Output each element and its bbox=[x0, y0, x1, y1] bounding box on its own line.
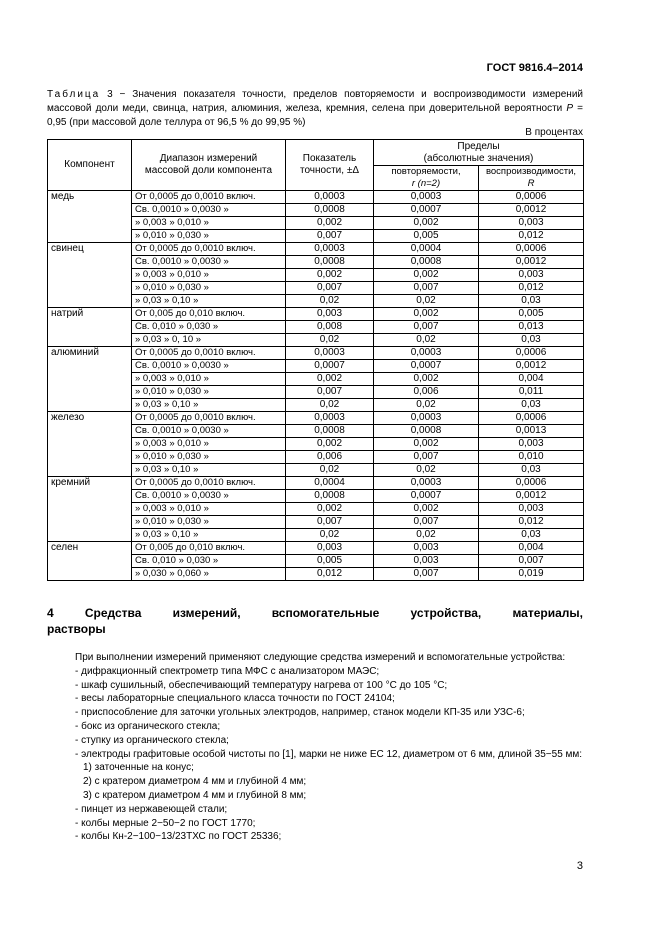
repeatability-cell: 0,0008 bbox=[374, 425, 479, 438]
list-item: - колбы Кн-2−100−13/23ТХС по ГОСТ 25336; bbox=[75, 831, 282, 843]
component-cell: натрий bbox=[48, 308, 132, 347]
reproducibility-cell: 0,012 bbox=[479, 282, 584, 295]
accuracy-cell: 0,0008 bbox=[286, 256, 374, 269]
accuracy-cell: 0,0003 bbox=[286, 347, 374, 360]
list-item: - шкаф сушильный, обеспечивающий температуру нагрева от 100 °С до 105 °С; bbox=[75, 679, 448, 691]
repeatability-cell: 0,007 bbox=[374, 516, 479, 529]
repeatability-cell: 0,003 bbox=[374, 555, 479, 568]
range-cell: » 0,03 » 0,10 » bbox=[132, 464, 286, 477]
reproducibility-cell: 0,0012 bbox=[479, 360, 584, 373]
list-item: - бокс из органического стекла; bbox=[75, 720, 221, 732]
repeatability-cell: 0,002 bbox=[374, 308, 479, 321]
repeatability-cell: 0,02 bbox=[374, 295, 479, 308]
range-cell: » 0,003 » 0,010 » bbox=[132, 438, 286, 451]
reproducibility-cell: 0,019 bbox=[479, 568, 584, 581]
header-component: Компонент bbox=[48, 140, 132, 191]
section-title-word: материалы, bbox=[512, 606, 583, 620]
reproducibility-cell: 0,0006 bbox=[479, 191, 584, 204]
reproducibility-cell: 0,0006 bbox=[479, 412, 584, 425]
accuracy-cell: 0,0003 bbox=[286, 191, 374, 204]
range-cell: » 0,010 » 0,030 » bbox=[132, 230, 286, 243]
reproducibility-cell: 0,004 bbox=[479, 542, 584, 555]
accuracy-cell: 0,02 bbox=[286, 529, 374, 542]
section-title-word: Средства bbox=[84, 606, 142, 620]
range-cell: От 0,0005 до 0,0010 включ. bbox=[132, 243, 286, 256]
header-repeatability-line2: r (n=2) bbox=[411, 178, 441, 189]
range-cell: От 0,005 до 0,010 включ. bbox=[132, 308, 286, 321]
accuracy-cell: 0,0004 bbox=[286, 477, 374, 490]
table-row bbox=[48, 542, 584, 555]
range-cell: » 0,010 » 0,030 » bbox=[132, 451, 286, 464]
table-row bbox=[48, 191, 584, 204]
range-cell: » 0,010 » 0,030 » bbox=[132, 282, 286, 295]
reproducibility-cell: 0,0006 bbox=[479, 243, 584, 256]
repeatability-cell: 0,007 bbox=[374, 568, 479, 581]
header-accuracy bbox=[286, 140, 374, 191]
range-cell: Св. 0,0010 » 0,0030 » bbox=[132, 425, 286, 438]
accuracy-cell: 0,012 bbox=[286, 568, 374, 581]
accuracy-cell: 0,005 bbox=[286, 555, 374, 568]
accuracy-cell: 0,0007 bbox=[286, 360, 374, 373]
repeatability-cell: 0,02 bbox=[374, 529, 479, 542]
repeatability-cell: 0,002 bbox=[374, 503, 479, 516]
accuracy-cell: 0,0003 bbox=[286, 243, 374, 256]
range-cell: » 0,003 » 0,010 » bbox=[132, 217, 286, 230]
reproducibility-cell: 0,003 bbox=[479, 269, 584, 282]
header-limits-line2: (абсолютные значения) bbox=[423, 152, 534, 164]
reproducibility-cell: 0,010 bbox=[479, 451, 584, 464]
repeatability-cell: 0,0003 bbox=[374, 412, 479, 425]
header-repeatability-line1: повторяемости, bbox=[391, 166, 461, 177]
component-cell: кремний bbox=[48, 477, 132, 542]
accuracy-cell: 0,02 bbox=[286, 464, 374, 477]
repeatability-cell: 0,002 bbox=[374, 373, 479, 386]
range-cell: » 0,010 » 0,030 » bbox=[132, 516, 286, 529]
repeatability-cell: 0,0004 bbox=[374, 243, 479, 256]
range-cell: Св. 0,0010 » 0,0030 » bbox=[132, 204, 286, 217]
page-number: 3 bbox=[576, 860, 583, 872]
intro-paragraph: При выполнении измерений применяют следующие средства измерений и вспомогательные устройства: bbox=[75, 652, 566, 663]
table-row bbox=[48, 347, 584, 360]
table-row bbox=[48, 243, 584, 256]
repeatability-cell: 0,0007 bbox=[374, 360, 479, 373]
data-table bbox=[47, 139, 584, 581]
header-accuracy-line1: Показатель bbox=[302, 153, 357, 164]
table-caption bbox=[47, 88, 583, 130]
section-title-word: устройства, bbox=[410, 606, 482, 620]
range-cell: Св. 0,0010 » 0,0030 » bbox=[132, 490, 286, 503]
list-item: - дифракционный спектрометр типа МФС с анализатором МАЭС; bbox=[75, 665, 380, 677]
table-row bbox=[48, 477, 584, 490]
range-cell: » 0,03 » 0, 10 » bbox=[132, 334, 286, 347]
repeatability-cell: 0,0003 bbox=[374, 347, 479, 360]
header-accuracy-line2: точности, ±Δ bbox=[300, 165, 359, 176]
header-reproducibility bbox=[479, 166, 584, 191]
component-cell: железо bbox=[48, 412, 132, 477]
accuracy-cell: 0,002 bbox=[286, 217, 374, 230]
header-reproducibility-line1: воспроизводимости, bbox=[485, 166, 577, 177]
unit-note: В процентах bbox=[525, 127, 583, 138]
range-cell: » 0,03 » 0,10 » bbox=[132, 529, 286, 542]
range-cell: От 0,0005 до 0,0010 включ. bbox=[132, 191, 286, 204]
reproducibility-cell: 0,03 bbox=[479, 529, 584, 542]
caption-p-var: P bbox=[566, 103, 574, 114]
repeatability-cell: 0,007 bbox=[374, 282, 479, 295]
repeatability-cell: 0,0003 bbox=[374, 191, 479, 204]
reproducibility-cell: 0,03 bbox=[479, 464, 584, 477]
range-cell: От 0,0005 до 0,0010 включ. bbox=[132, 412, 286, 425]
repeatability-cell: 0,003 bbox=[374, 542, 479, 555]
header-limits-line1: Пределы bbox=[457, 140, 500, 152]
range-cell: » 0,010 » 0,030 » bbox=[132, 386, 286, 399]
range-cell: » 0,030 » 0,060 » bbox=[132, 568, 286, 581]
reproducibility-cell: 0,0012 bbox=[479, 204, 584, 217]
accuracy-cell: 0,003 bbox=[286, 308, 374, 321]
component-cell: селен bbox=[48, 542, 132, 581]
caption-text-after: = 0,95 (при массовой доле теллура от 96,5 % до 99,95 %) bbox=[47, 103, 583, 128]
list-item: - весы лабораторные специального класса точности по ГОСТ 24104; bbox=[75, 693, 395, 705]
accuracy-cell: 0,002 bbox=[286, 503, 374, 516]
sub-item: 2) с кратером диаметром 4 мм и глубиной 4 мм; bbox=[83, 776, 307, 788]
repeatability-cell: 0,005 bbox=[374, 230, 479, 243]
accuracy-cell: 0,0008 bbox=[286, 490, 374, 503]
repeatability-cell: 0,02 bbox=[374, 334, 479, 347]
list-item: - ступку из органического стекла; bbox=[75, 734, 229, 746]
reproducibility-cell: 0,03 bbox=[479, 334, 584, 347]
repeatability-cell: 0,02 bbox=[374, 399, 479, 412]
range-cell: От 0,0005 до 0,0010 включ. bbox=[132, 477, 286, 490]
range-cell: » 0,003 » 0,010 » bbox=[132, 373, 286, 386]
reproducibility-cell: 0,005 bbox=[479, 308, 584, 321]
range-cell: Св. 0,0010 » 0,0030 » bbox=[132, 256, 286, 269]
electrodes-item: - электроды графитовые особой чистоты по [1], марки не ниже ЕС 12, диаметром от 6 мм, длиной 35−55 мм: bbox=[75, 748, 583, 760]
reproducibility-cell: 0,0006 bbox=[479, 347, 584, 360]
range-cell: » 0,003 » 0,010 » bbox=[132, 269, 286, 282]
section-title-word: вспомогательные bbox=[271, 606, 380, 620]
reproducibility-cell: 0,03 bbox=[479, 399, 584, 412]
range-cell: » 0,003 » 0,010 » bbox=[132, 503, 286, 516]
repeatability-cell: 0,0003 bbox=[374, 477, 479, 490]
accuracy-cell: 0,007 bbox=[286, 282, 374, 295]
accuracy-cell: 0,0008 bbox=[286, 425, 374, 438]
accuracy-cell: 0,0003 bbox=[286, 412, 374, 425]
repeatability-cell: 0,002 bbox=[374, 217, 479, 230]
accuracy-cell: 0,007 bbox=[286, 230, 374, 243]
header-range bbox=[132, 140, 286, 191]
accuracy-cell: 0,007 bbox=[286, 516, 374, 529]
section-body bbox=[47, 651, 583, 844]
sub-item: 3) с кратером диаметром 4 мм и глубиной 8 мм; bbox=[83, 789, 307, 801]
accuracy-cell: 0,003 bbox=[286, 542, 374, 555]
table-row bbox=[48, 412, 584, 425]
document-code: ГОСТ 9816.4–2014 bbox=[486, 62, 583, 74]
sub-item: 1) заточенные на конус; bbox=[83, 762, 194, 774]
section-heading-line2: растворы bbox=[47, 622, 106, 636]
range-cell: » 0,03 » 0,10 » bbox=[132, 399, 286, 412]
range-cell: Св. 0,010 » 0,030 » bbox=[132, 555, 286, 568]
table-row bbox=[48, 308, 584, 321]
range-cell: Св. 0,010 » 0,030 » bbox=[132, 321, 286, 334]
list-item: - приспособление для заточки угольных электродов, например, станок модели КП-35 или УЗС-6; bbox=[75, 707, 525, 719]
accuracy-cell: 0,002 bbox=[286, 269, 374, 282]
header-reproducibility-line2: R bbox=[527, 178, 535, 189]
caption-number: 3 bbox=[107, 89, 113, 100]
component-cell: медь bbox=[48, 191, 132, 243]
repeatability-cell: 0,002 bbox=[374, 438, 479, 451]
repeatability-cell: 0,0008 bbox=[374, 256, 479, 269]
range-cell: От 0,005 до 0,010 включ. bbox=[132, 542, 286, 555]
reproducibility-cell: 0,003 bbox=[479, 503, 584, 516]
component-cell: алюминий bbox=[48, 347, 132, 412]
repeatability-cell: 0,007 bbox=[374, 451, 479, 464]
repeatability-cell: 0,002 bbox=[374, 269, 479, 282]
accuracy-cell: 0,02 bbox=[286, 334, 374, 347]
accuracy-cell: 0,02 bbox=[286, 295, 374, 308]
accuracy-cell: 0,02 bbox=[286, 399, 374, 412]
repeatability-cell: 0,0007 bbox=[374, 204, 479, 217]
section-number: 4 bbox=[47, 606, 54, 620]
reproducibility-cell: 0,012 bbox=[479, 516, 584, 529]
reproducibility-cell: 0,013 bbox=[479, 321, 584, 334]
reproducibility-cell: 0,0013 bbox=[479, 425, 584, 438]
reproducibility-cell: 0,0012 bbox=[479, 256, 584, 269]
caption-text-before: − Значения показателя точности, пределов повторяемости и воспроизводимости измерений массовой доли меди, свинца, натрия, алюминия, железа, кремния, селена при доверительной вероятности bbox=[47, 89, 583, 114]
reproducibility-cell: 0,012 bbox=[479, 230, 584, 243]
accuracy-cell: 0,007 bbox=[286, 386, 374, 399]
section-heading bbox=[47, 605, 583, 637]
header-range-line1: Диапазон измерений bbox=[159, 153, 258, 164]
accuracy-cell: 0,006 bbox=[286, 451, 374, 464]
range-cell: От 0,0005 до 0,0010 включ. bbox=[132, 347, 286, 360]
header-range-line2: массовой доли компонента bbox=[144, 165, 273, 176]
accuracy-cell: 0,008 bbox=[286, 321, 374, 334]
component-cell: свинец bbox=[48, 243, 132, 308]
reproducibility-cell: 0,003 bbox=[479, 438, 584, 451]
accuracy-cell: 0,0008 bbox=[286, 204, 374, 217]
list-item: - пинцет из нержавеющей стали; bbox=[75, 803, 228, 815]
reproducibility-cell: 0,03 bbox=[479, 295, 584, 308]
section-heading-line1 bbox=[47, 605, 583, 621]
range-cell: » 0,03 » 0,10 » bbox=[132, 295, 286, 308]
header-repeatability bbox=[374, 166, 479, 191]
repeatability-cell: 0,0007 bbox=[374, 490, 479, 503]
repeatability-cell: 0,007 bbox=[374, 321, 479, 334]
accuracy-cell: 0,002 bbox=[286, 373, 374, 386]
reproducibility-cell: 0,011 bbox=[479, 386, 584, 399]
repeatability-cell: 0,006 bbox=[374, 386, 479, 399]
repeatability-cell: 0,02 bbox=[374, 464, 479, 477]
header-limits bbox=[374, 140, 584, 166]
range-cell: Св. 0,0010 » 0,0030 » bbox=[132, 360, 286, 373]
reproducibility-cell: 0,0012 bbox=[479, 490, 584, 503]
list-item: - колбы мерные 2−50−2 по ГОСТ 1770; bbox=[75, 817, 256, 829]
section-title-word: измерений, bbox=[172, 606, 241, 620]
reproducibility-cell: 0,0006 bbox=[479, 477, 584, 490]
reproducibility-cell: 0,004 bbox=[479, 373, 584, 386]
reproducibility-cell: 0,007 bbox=[479, 555, 584, 568]
reproducibility-cell: 0,003 bbox=[479, 217, 584, 230]
accuracy-cell: 0,002 bbox=[286, 438, 374, 451]
caption-label: Таблица bbox=[47, 89, 101, 100]
table-body bbox=[48, 191, 584, 581]
